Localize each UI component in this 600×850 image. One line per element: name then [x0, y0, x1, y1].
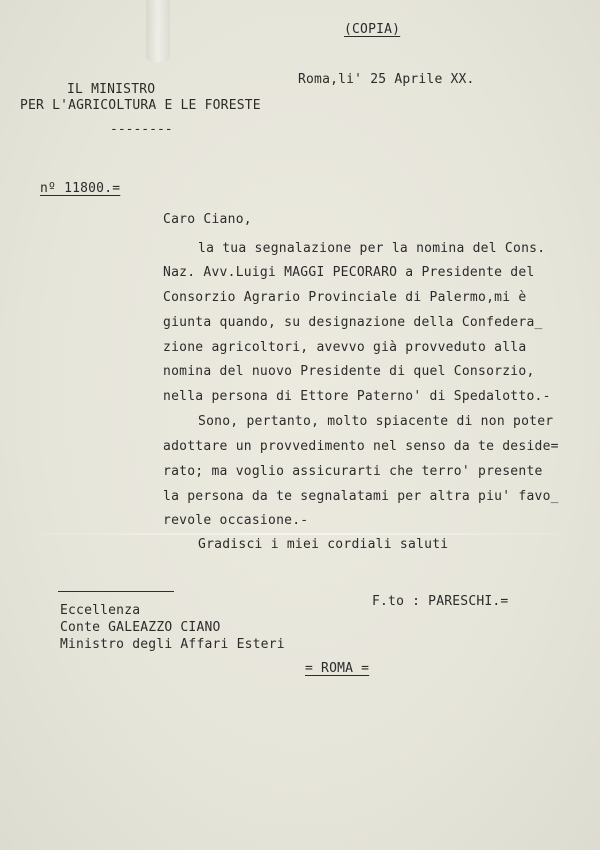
body-line: Consorzio Agrario Provinciale di Palermo,mi è [163, 290, 527, 305]
copy-label: (COPIA) [344, 22, 401, 37]
body-line: adottare un provvedimento nel senso da te deside= [163, 439, 559, 454]
paper-crease [146, 0, 170, 62]
body-line: Sono, pertanto, molto spiacente di non poter [198, 414, 554, 429]
recipient-line-3: Ministro degli Affari Esteri [60, 637, 285, 652]
body-line: nella persona di Ettore Paterno' di Spedalotto.- [163, 389, 551, 404]
ministry-rule: -------- [110, 122, 173, 137]
closing-line: Gradisci i miei cordiali saluti [198, 537, 449, 552]
recipient-line-1: Eccellenza [60, 603, 141, 618]
body-line: la tua segnalazione per la nomina del Cons. [198, 241, 546, 256]
body-line: revole occasione.- [163, 513, 309, 528]
body-line: giunta quando, su designazione della Confedera_ [163, 315, 543, 330]
body-line: Naz. Avv.Luigi MAGGI PECORARO a Presidente del [163, 265, 535, 280]
recipient-rule [58, 591, 174, 592]
body-line: nomina del nuovo Presidente di quel Consorzio, [163, 364, 535, 379]
body-line: la persona da te segnalatami per altra piu' favo_ [163, 489, 559, 504]
recipient-city: = ROMA = [305, 661, 370, 676]
salutation: Caro Ciano, [163, 212, 252, 227]
paper-fold [0, 533, 600, 535]
ministry-line-1: IL MINISTRO [67, 82, 156, 97]
ministry-line-2: PER L'AGRICOLTURA E LE FORESTE [20, 98, 261, 113]
signature: F.to : PARESCHI.= [372, 594, 509, 609]
protocol-number: nº 11800.= [40, 181, 121, 196]
body-line: zione agricoltori, avevvo già provveduto alla [163, 340, 527, 355]
place-date: Roma,li' 25 Aprile XX. [298, 72, 475, 87]
recipient-line-2: Conte GALEAZZO CIANO [60, 620, 221, 635]
body-line: rato; ma voglio assicurarti che terro' presente [163, 464, 543, 479]
